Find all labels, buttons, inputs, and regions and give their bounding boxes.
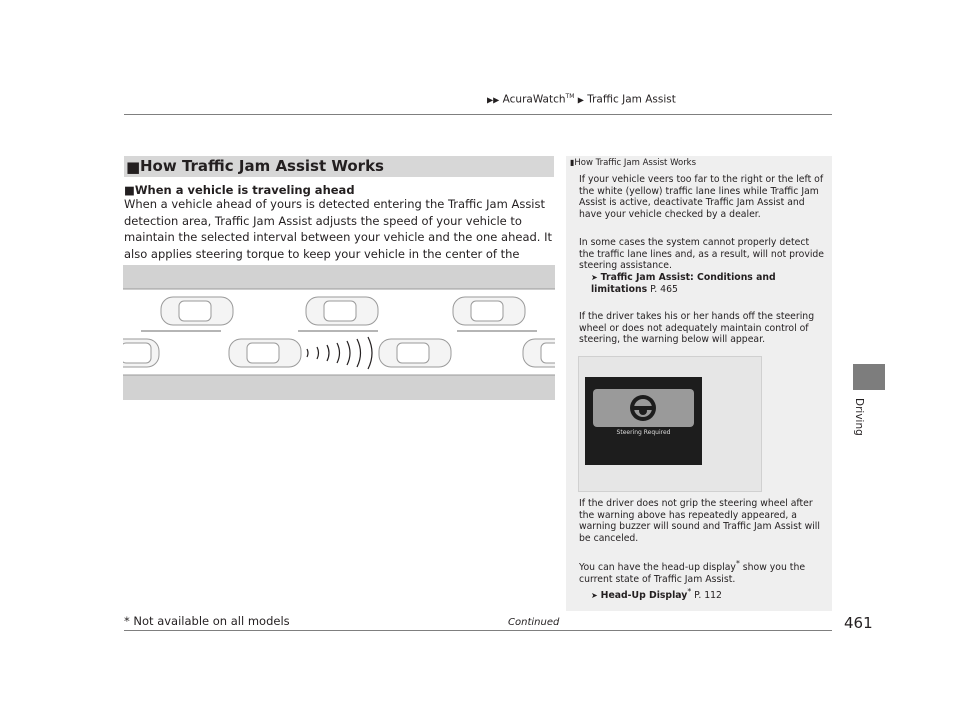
cross-reference-link[interactable]: ➤ Head-Up Display* P. 112: [591, 586, 722, 601]
square-bullet-icon: ■: [126, 158, 141, 176]
arrow-icon: ▶: [577, 95, 584, 105]
chapter-tab[interactable]: [853, 364, 885, 390]
reference-arrow-icon: ➤: [591, 273, 598, 283]
note-icon: ▮: [570, 158, 575, 167]
reference-arrow-icon: ➤: [591, 590, 598, 600]
road-diagram: [123, 265, 555, 400]
footnote: * Not available on all models: [124, 614, 290, 628]
car-icon: [306, 297, 378, 325]
steering-wheel-icon: [593, 389, 694, 427]
traffic-illustration: [123, 265, 555, 400]
bottom-divider: [124, 630, 832, 631]
breadcrumb: [487, 93, 676, 106]
note-paragraph-5: You can have the head-up display* show you the current state of Traffic Jam Assist. ➤ Head-Up Display* P. 112: [579, 558, 827, 601]
car-icon: [161, 297, 233, 325]
note-paragraph-2: In some cases the system cannot properly detect the traffic lane lines and, as a result, will not provide steering assistance. ➤ Traffic Jam Assist: Conditions and limitations P. 465: [579, 237, 827, 296]
square-bullet-icon: ■: [124, 183, 135, 197]
car-icon: [453, 297, 525, 325]
car-icon: [379, 339, 451, 367]
breadcrumb-part-2[interactable]: Traffic Jam Assist: [587, 93, 676, 106]
trademark-mark: TM: [565, 93, 575, 100]
warning-screen-text: Steering Required: [616, 429, 671, 436]
cross-reference-link[interactable]: ➤ Traffic Jam Assist: Conditions and limitations P. 465: [591, 272, 776, 295]
continued-label: Continued: [508, 617, 560, 628]
breadcrumb-part-1[interactable]: AcuraWatch: [502, 93, 566, 106]
chapter-tab-label: Driving: [853, 398, 865, 436]
own-car-icon: [229, 339, 301, 367]
note-paragraph-4: If the driver does not grip the steering wheel after the warning above has repeatedly appeared, a warning buzzer will sound and Traffic Jam Assist will be canceled.: [579, 498, 820, 545]
top-divider: [124, 114, 832, 115]
car-icon: [123, 339, 159, 367]
double-arrow-icon: ▶▶: [487, 95, 500, 105]
body-paragraph: When a vehicle ahead of yours is detected entering the Traffic Jam Assist detection area, Traffic Jam Assist adjusts the speed of your vehicle to maintain the selected interval between your vehicle and the one ahead. It also applies steering torque to keep your vehicle in the center of the: [124, 197, 553, 261]
section-title: How Traffic Jam Assist Works: [140, 157, 384, 175]
display-screen: [585, 377, 702, 465]
note-paragraph-1: If your vehicle veers too far to the right or the left of the white (yellow) traffic lane lines while Traffic Jam Assist is active, deactivate Traffic Jam Assist and have your vehicle checked by a dealer.: [579, 174, 824, 221]
note-title: ▮How Traffic Jam Assist Works: [570, 158, 697, 168]
warning-screen-image: [578, 356, 762, 492]
warning-pill: [593, 389, 694, 427]
page-number: 461: [844, 614, 873, 632]
section-header: [124, 156, 554, 177]
note-paragraph-3: If the driver takes his or her hands off the steering wheel or does not adequately maintain control of steering, the warning below will appear.: [579, 311, 815, 346]
car-icon: [523, 339, 555, 367]
subheading: ■When a vehicle is traveling ahead: [124, 183, 355, 197]
